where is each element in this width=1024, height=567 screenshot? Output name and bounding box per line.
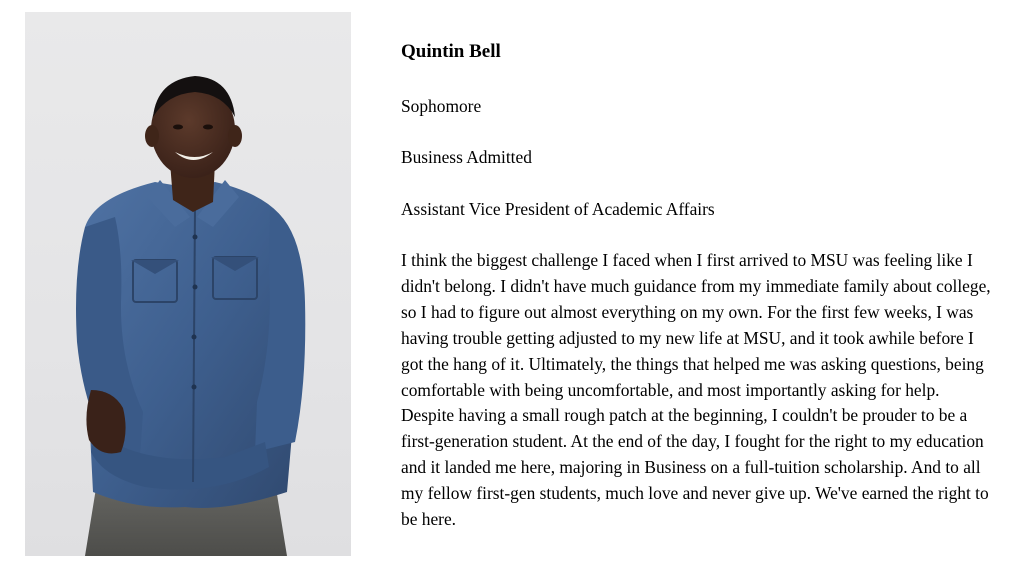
bio-paragraph: I think the biggest challenge I faced when I first arrived to MSU was feeling like I didn't belong. I didn't have much guidance from my immediate family about college, so I had to figure out almost everything on my own. For the first few weeks, I was having trouble getting adjusted to my new life at MSU, and it took awhile before I got the hang of it. Ultimately, the things that helped me was asking questions, being comfortable with being uncomfortable, and most importantly asking for help. Despite having a small rough patch at the beginning, I couldn't be prouder to be a first-generation student. At the end of the day, I fought for the right to my education and it landed me here, majoring in Business on a full-tuition scholarship. And to all my fellow first-gen students, much love and never give up. We've earned the right to be here. xyxy=(401,250,991,530)
class-year: Sophomore xyxy=(401,96,482,116)
position-title: Assistant Vice President of Academic Affairs xyxy=(401,199,715,219)
admission-status: Business Admitted xyxy=(401,147,532,167)
portrait-illustration xyxy=(25,12,351,556)
student-name: Quintin Bell xyxy=(401,41,501,62)
profile-text xyxy=(401,40,1001,550)
profile-photo xyxy=(25,12,351,556)
